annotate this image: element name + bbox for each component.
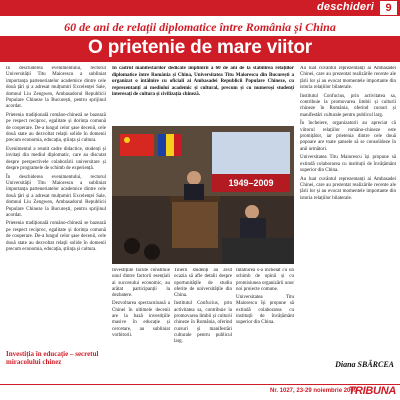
right-paragraph: Universitatea Titu Maiorescu își propune să extindă colaborarea cu instituții de învățământ superior din China.: [300, 155, 396, 174]
section-label: deschideri: [316, 1, 374, 13]
article-lead: [112, 66, 294, 126]
bottom-paragraph: Întâlnirea s-a încheiat cu un schimb de opinii și cu promisiunea organizării unor noi proiecte comune.: [236, 268, 294, 292]
lead-paragraph: În cadrul manifestărilor dedicate împlinirii a 60 de ani de la stabilirea relațiilor diplomatice între România și China, Universitatea Titu Maiorescu din București a organizat o întâlnire cu oficiali ai Ambasadei Republicii Populare Chineze, cu reprezentanți ai mediului academic și cultural, precum și cu numeroși studenți interesați de cultura și civilizația chineză.: [112, 66, 294, 98]
event-photo: [112, 126, 294, 264]
article-kicker: 60 de ani de relații diplomatice între România și China: [64, 20, 336, 34]
article-author: Diana SBÂRCEA: [335, 360, 394, 369]
banner-year: 1949–2009: [228, 178, 274, 188]
publication-logo: TRIBUNA: [348, 385, 396, 397]
bottom-column-3: [236, 268, 294, 378]
bottom-column-2: [174, 268, 232, 378]
bottom-paragraph: Universitatea Titu Maiorescu își propune să extindă colaborarea cu instituții de învățământ superior din China.: [236, 295, 294, 326]
right-paragraph: Institutul Confucius, prin activitatea sa, contribuie la promovarea limbii și culturii chineze în România, oferind cursuri și manifestări culturale pentru publicul larg.: [300, 93, 396, 118]
right-column: [300, 66, 396, 368]
right-paragraph: În încheiere, organizatorii au apreciat că viitorul relațiilor româno-chineze este promițător, iar prietenia dintre cele două popoare are toate șansele să se consolideze în anii următori.: [300, 121, 396, 152]
bottom-column-1: [112, 268, 170, 378]
right-paragraph: Au luat cuvântul reprezentanți ai Ambasadei Chinei, care au prezentat realizările recente ale țării lor și au evocat momentele importante din istoria relațiilor bilaterale.: [300, 66, 396, 91]
left-column: [6, 66, 106, 378]
left-paragraph: Prietenia tradițională româno-chineză se bazează pe respect reciproc, egalitate și dorința comună de cooperare. De-a lungul celor șase decenii, cele două state au dezvoltat relații solide în domenii precum economia, educația, știința și cultura.: [6, 112, 106, 144]
left-paragraph: Prietenia tradițională româno-chineză se bazează pe respect reciproc, egalitate și dorința comună de cooperare. De-a lungul celor șase decenii, cele două state au dezvoltat relații solide în domenii precum economia, educația, știința și cultura.: [6, 221, 106, 252]
section-subheading: Investiția în educație – secretul miracolului chinez: [6, 350, 99, 366]
left-paragraph: Evenimentul a reunit cadre didactice, studenți și invitați din mediul diplomatic, care au discutat despre perspectivele colaborării universitare și despre programele de schimb de experiență.: [6, 146, 106, 172]
page-number: 9: [380, 1, 397, 15]
issue-info: Nr. 1027, 23-29 noiembrie 2009: [270, 388, 358, 394]
event-photo-illustration: [112, 126, 294, 264]
left-paragraph: În deschiderea evenimentului, rectorul Universității Titu Maiorescu a subliniat importanța parteneriatelor academice dintre cele două țări și a adresat mulțumiri Excelenței Sale, domnul Liu Zengwen, Ambasadorul Republicii Populare Chineze la București, pentru sprijinul acordat.: [6, 66, 106, 110]
bottom-paragraph: Dezvoltarea spectaculoasă a Chinei în ultimele decenii are la bază investițiile masive în educație și cercetare, au subliniat vorbitorii.: [112, 301, 170, 338]
footer-divider: [0, 384, 400, 385]
bottom-paragraph: Investițiile făcute constituie unul dintre factorii esențiali ai succesului economic, au arătat participanții la dezbatere.: [112, 268, 170, 299]
right-paragraph: Au luat cuvântul reprezentanți ai Ambasadei Chinei, care au prezentat realizările recente ale țării lor și au evocat momentele importante din istoria relațiilor bilaterale.: [300, 176, 396, 201]
article-headline: O prietenie de mare viitor: [88, 37, 312, 58]
left-paragraph: În deschiderea evenimentului, rectorul Universității Titu Maiorescu a subliniat importanța parteneriatelor academice dintre cele două țări și a adresat mulțumiri Excelenței Sale, domnul Liu Zengwen, Ambasadorul Republicii Populare Chineze la București, pentru sprijinul acordat.: [6, 174, 106, 218]
bottom-paragraph: Tinerii studenți au avut ocazia să afle detalii despre oportunitățile de studiu oferite de universitățile din China.: [174, 268, 232, 299]
bottom-paragraph: Institutul Confucius, prin activitatea sa, contribuie la promovarea limbii și culturii chineze în România, oferind cursuri și manifestări culturale pentru publicul larg.: [174, 301, 232, 345]
